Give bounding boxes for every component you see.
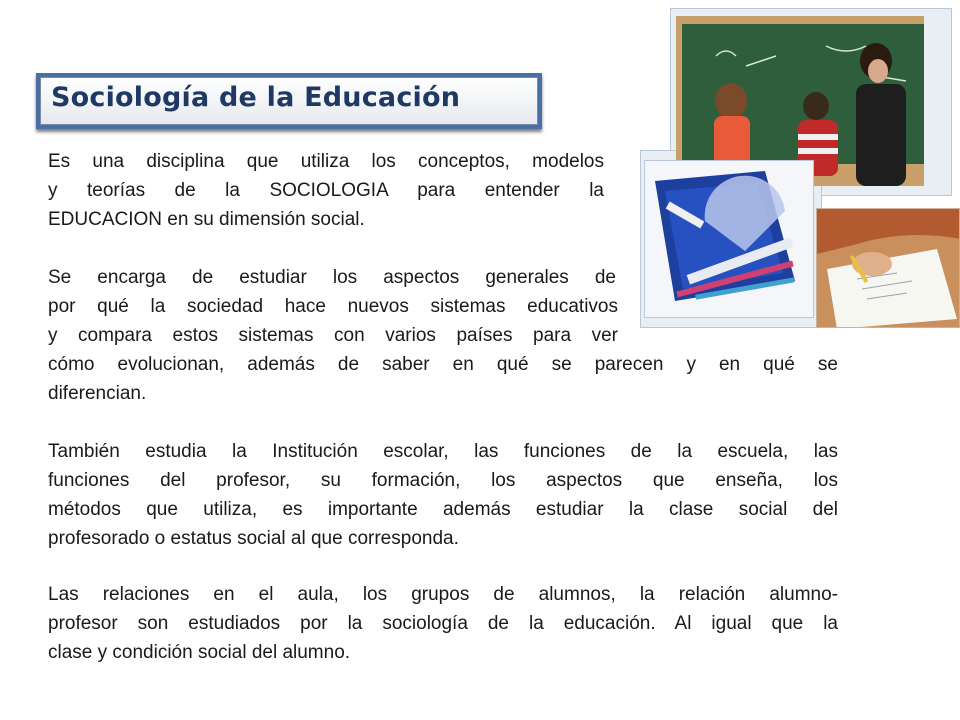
paragraph-relations xyxy=(48,580,838,667)
text-line: clase y condición social del alumno. xyxy=(48,642,351,663)
paragraph-institution xyxy=(48,437,838,553)
text-line: Se encarga de estudiar los aspectos generales de xyxy=(48,267,616,288)
text-line: Es una disciplina que utiliza los conceptos, modelos xyxy=(48,151,604,172)
text-line: y teorías de la SOCIOLOGIA para entender la xyxy=(48,180,604,201)
text-line: métodos que utiliza, es importante además estudiar la clase social del xyxy=(48,499,838,520)
text-line: profesor son estudiados por la sociología de la educación. Al igual que la xyxy=(48,613,838,634)
title-banner-inner xyxy=(40,77,538,125)
text-line: EDUCACION en su dimensión social. xyxy=(48,209,365,230)
text-line: funciones del profesor, su formación, los aspectos que enseña, los xyxy=(48,470,838,491)
paragraph-definition xyxy=(48,147,604,234)
text-line: diferencian. xyxy=(48,383,147,404)
paragraph-scope xyxy=(48,263,838,408)
title-banner xyxy=(36,73,542,129)
text-line: cómo evolucionan, además de saber en qué se parecen y en qué se xyxy=(48,354,838,375)
text-line: profesorado o estatus social al que corresponda. xyxy=(48,528,459,549)
page-title: Sociología de la Educación xyxy=(51,82,461,113)
text-line: También estudia la Institución escolar, las funciones de la escuela, las xyxy=(48,441,838,462)
text-line: por qué la sociedad hace nuevos sistemas educativos xyxy=(48,296,618,317)
text-line: y compara estos sistemas con varios países para ver xyxy=(48,325,618,346)
text-line: Las relaciones en el aula, los grupos de alumnos, la relación alumno- xyxy=(48,584,838,605)
